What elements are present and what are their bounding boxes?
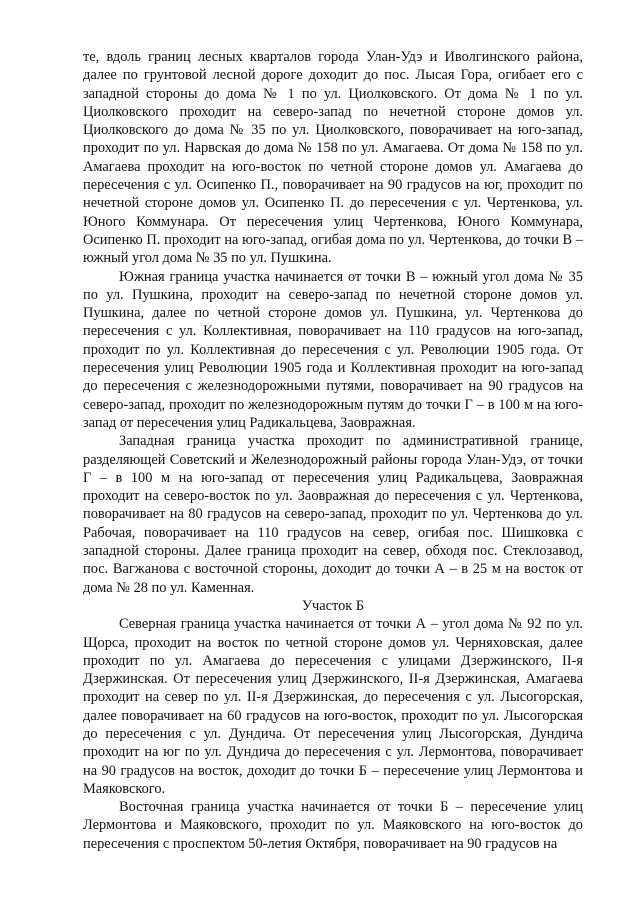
document-page bbox=[83, 48, 583, 853]
paragraph-east-border-b: Восточная граница участка начинается от точки Б – пересечение улиц Лермонтова и Маяковского, проходит по ул. Маяковского на юго-восток до пересечения с проспектом 50-летия Октября, поворачивает на 90 градусов на bbox=[83, 799, 583, 852]
section-heading-uchastok-b: Участок Б bbox=[301, 597, 365, 614]
paragraph-west-border: Западная граница участка проходит по административной границе, разделяющей Советский и Железнодорожный районы города Улан-Удэ, от точки Г – в 100 м на юго-запад от пересечения улиц Радикальцева, Заовражная проходит на северо-восток по ул. Заовражная до пересечения с ул. Чертенкова, поворачивает на 80 градусов на северо-запад, проходит по ул. Чертенкова до ул. Рабочая, поворачивает на 110 градусов на север, огибая пос. Шишковка с западной стороны. Далее граница проходит на север, обходя пос. Стеклозавод, пос. Вагжанова с восточной стороны, доходит до точки А – в 25 м на восток от дома № 28 по ул. Каменная. bbox=[83, 433, 583, 596]
paragraph-north-border-continuation: те, вдоль границ лесных кварталов города Улан-Удэ и Иволгинского района, далее по грунтовой лесной дороге доходит до пос. Лысая Гора, огибает его с западной стороны до дома № 1 по ул. Циолковского. От дома № 1 по ул. Циолковского проходит на северо-запад по нечетной стороне домов ул. Циолковского до дома № 35 по ул. Циолковского, поворачивает на юго-запад, проходит по ул. Нарвская до дома № 158 по ул. Амагаева. От дома № 158 по ул. Амагаева проходит на юго-восток по четной стороне домов ул. Амагаева до пересечения с ул. Осипенко П., поворачивает на 90 градусов на юг, проходит по нечетной стороне домов ул. Осипенко П. до пересечения с ул. Чертенкова, ул. Юного Коммунара. От пересечения улиц Чертенкова, Юного Коммунара, Осипенко П. проходит на юго-запад, огибая дома по ул. Чертенкова, до точки В – южный угол дома № 35 по ул. Пушкина. bbox=[83, 49, 583, 267]
paragraph-north-border-b: Северная граница участка начинается от точки А – угол дома № 92 по ул. Щорса, проходит на восток по четной стороне домов ул. Черняховская, далее проходит по ул. Амагаева до пересечения с улицами Дзержинского, II-я Дзержинская. От пересечения улиц Дзержинского, II-я Дзержинская, Амагаева проходит на север по ул. II-я Дзержинская, до пересечения с ул. Лысогорская, далее поворачивает на 60 градусов на юго-восток, проходит по ул. Лысогорская до пересечения с ул. Дундича. От пересечения улиц Лысогорская, Дундича проходит на юг по ул. Дундича до пересечения с ул. Лермонтова, поворачивает на 90 градусов на восток, доходит до точки Б – пересечение улиц Лермонтова и Маяковского. bbox=[83, 616, 583, 797]
paragraph-south-border: Южная граница участка начинается от точки В – южный угол дома № 35 по ул. Пушкина, проходит на северо-запад по нечетной стороне домов ул. Пушкина, далее по четной стороне домов ул. Пушкина, ул. Чертенкова до пересечения с ул. Коллективная, поворачивает на 110 градусов на юго-запад, проходит по ул. Коллективная до пересечения с ул. Революции 1905 года. От пересечения улиц Революции 1905 года и Коллективная проходит на юго-запад до пересечения с железнодорожными путями, поворачивает на 90 градусов на северо-запад, проходит по железнодорожным путям до точки Г – в 100 м на юго-запад от пересечения улиц Радикальцева, Заовражная. bbox=[83, 268, 583, 431]
